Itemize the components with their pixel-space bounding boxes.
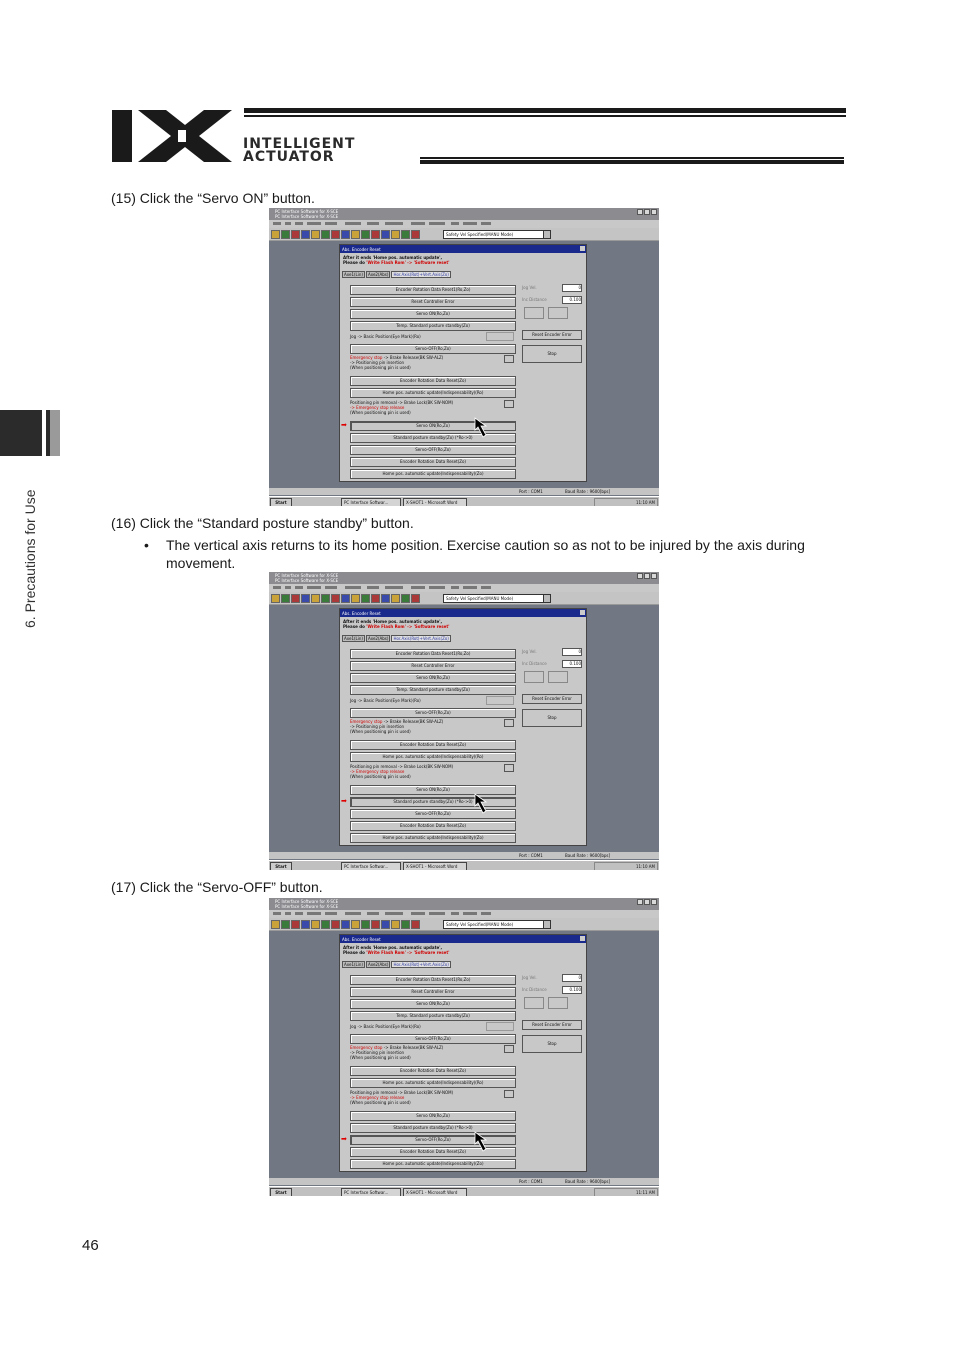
- emergency-stop-text: Emergency stop: [350, 1045, 383, 1050]
- step-16-bullet: [144, 536, 834, 572]
- encoder-reset-1-button[interactable]: Encoder Rotation Data Reset1(Ro,Zo): [350, 975, 516, 985]
- jog-minus-button[interactable]: [524, 307, 544, 319]
- screenshot-step-15: [269, 208, 659, 506]
- bullet-dot: •: [144, 537, 149, 553]
- toolbar-tool-icon[interactable]: [321, 920, 330, 929]
- jog-basic-position-label: Jog -> Basic Position(Eye Mark)(Ro): [350, 698, 421, 703]
- reset-controller-error-button[interactable]: Reset Controller Error: [350, 297, 516, 307]
- close-icon[interactable]: [580, 246, 585, 251]
- taskbar: [269, 496, 659, 506]
- toolbar-tool-icon[interactable]: [351, 920, 360, 929]
- temp-standby-button[interactable]: Temp. Standard posture standby(Zo): [350, 685, 516, 695]
- pin-used-label-2: (When positioning pin is used): [350, 1100, 411, 1105]
- menu-item[interactable]: [345, 222, 361, 225]
- maximize-icon[interactable]: [644, 899, 650, 905]
- app-title: PC Interface Software for X-SCE: [275, 573, 339, 578]
- ok-button-2[interactable]: [504, 400, 514, 408]
- step-16-bullet-text: The vertical axis returns to its home position. Exercise caution so as not to be injured by the axis during movement.: [166, 537, 805, 571]
- toolbar-tool-icon[interactable]: [281, 920, 290, 929]
- tab-hor-vert-axis[interactable]: Hor.Axis(Rot)+Vert.Axis(Zo): [393, 962, 449, 967]
- jog-vel-label: Jog Vel.: [522, 285, 537, 290]
- header-rule-top: [244, 108, 846, 113]
- jog-vel-field[interactable]: 0: [562, 974, 582, 982]
- status-baud: Baud Rate : 9600[bps]: [565, 1179, 611, 1184]
- menu-item[interactable]: [307, 912, 321, 915]
- toolbar-tool-icon[interactable]: [361, 920, 370, 929]
- side-section-label: 6. Precautions for Use: [22, 489, 38, 628]
- mode-combo[interactable]: [443, 920, 551, 929]
- toolbar-tool-icon[interactable]: [361, 230, 370, 239]
- chevron-down-icon[interactable]: [543, 231, 550, 238]
- toolbar-tool-icon[interactable]: [271, 230, 280, 239]
- taskbar-word[interactable]: X-SHOT1 - Microsoft Word: [403, 498, 467, 506]
- tab-axe2[interactable]: Axe2(Abs): [367, 962, 389, 967]
- menu-item[interactable]: [285, 222, 291, 225]
- toolbar-tool-icon[interactable]: [271, 594, 280, 603]
- tab-axe1[interactable]: Axe1(Lin): [344, 962, 363, 967]
- toolbar-tool-icon[interactable]: [371, 920, 380, 929]
- menu-item[interactable]: [285, 912, 291, 915]
- home-update-2-button[interactable]: Home pos. automatic update(Indispensability)(Zo): [350, 1159, 516, 1169]
- mode-combo[interactable]: [443, 230, 551, 239]
- dialog-titlebar: [340, 609, 586, 617]
- encoder-reset-2-button[interactable]: Encoder Rotation Data Reset(Zo): [350, 740, 516, 750]
- encoder-reset-1-button[interactable]: Encoder Rotation Data Reset1(Ro,Zo): [350, 285, 516, 295]
- toolbar-tool-icon[interactable]: [331, 230, 340, 239]
- dialog-title: Abs. Encoder Reset: [342, 611, 381, 616]
- menu-bar: [269, 220, 659, 228]
- menu-item[interactable]: [307, 222, 321, 225]
- maximize-icon[interactable]: [644, 573, 650, 579]
- positioning-insert-label: -> Positioning pin insertion: [350, 724, 405, 729]
- menu-item[interactable]: [285, 586, 291, 589]
- encoder-reset-dialog: [339, 608, 587, 846]
- toolbar-tool-icon[interactable]: [401, 230, 410, 239]
- close-icon[interactable]: [580, 610, 585, 615]
- dialog-titlebar: [340, 245, 586, 253]
- message-highlight: 'Write Flash Rom' -> 'Software reset': [366, 950, 450, 955]
- minimize-icon[interactable]: [637, 209, 643, 215]
- servo-off-1-button[interactable]: Servo-OFF(Ro,Zo): [350, 344, 516, 354]
- toolbar-tool-icon[interactable]: [321, 230, 330, 239]
- jog-vel-label: Jog Vel.: [522, 975, 537, 980]
- tab-axe1[interactable]: Axe1(Lin): [344, 636, 363, 641]
- toolbar-tool-icon[interactable]: [341, 920, 350, 929]
- header-rule-top-thin: [244, 115, 846, 117]
- jog-vel-field[interactable]: 0: [562, 648, 582, 656]
- header-rule-bottom: [420, 157, 844, 159]
- pin-used-label: (When positioning pin is used): [350, 729, 411, 734]
- menu-item[interactable]: [481, 222, 491, 225]
- status-bar: [269, 852, 659, 859]
- menu-item[interactable]: [367, 586, 379, 589]
- pin-used-label-2: (When positioning pin is used): [350, 410, 411, 415]
- temp-standby-button[interactable]: Temp. Standard posture standby(Zo): [350, 321, 516, 331]
- app-titlebar: [269, 572, 659, 584]
- mode-combo[interactable]: [443, 594, 551, 603]
- system-tray-clock: 11:11 AM: [594, 1188, 658, 1196]
- status-port: Port : COM1: [519, 853, 543, 858]
- encoder-reset-2-button[interactable]: Encoder Rotation Data Reset(Zo): [350, 376, 516, 386]
- toolbar-tool-icon[interactable]: [311, 594, 320, 603]
- toolbar-tool-icon[interactable]: [291, 230, 300, 239]
- close-icon[interactable]: [651, 209, 657, 215]
- menu-item[interactable]: [385, 586, 403, 589]
- page-number: 46: [82, 1237, 99, 1254]
- dialog-message-2: [343, 950, 449, 955]
- jog-minus-button[interactable]: [524, 671, 544, 683]
- servo-on-1-button[interactable]: Servo ON(Ro,Zo): [350, 309, 516, 319]
- home-update-2-button[interactable]: Home pos. automatic update(Indispensability)(Zo): [350, 469, 516, 479]
- toolbar-tool-icon[interactable]: [391, 920, 400, 929]
- mouse-pointer-icon: [474, 417, 496, 439]
- red-arrow-icon: ➡: [341, 421, 347, 429]
- screenshot-step-16: [269, 572, 659, 870]
- menu-item[interactable]: [273, 222, 281, 225]
- jog-vel-field[interactable]: 0: [562, 284, 582, 292]
- toolbar-tool-icon[interactable]: [371, 230, 380, 239]
- servo-off-2-button[interactable]: Servo-OFF(Ro,Zo): [350, 809, 516, 819]
- close-icon[interactable]: [580, 936, 585, 941]
- tab-axe2[interactable]: Axe2(Abs): [367, 636, 389, 641]
- inc-distance-label: Inc Distance: [522, 661, 547, 666]
- window-controls: [637, 573, 657, 579]
- stop-button[interactable]: Stop: [522, 345, 582, 363]
- stop-button[interactable]: Stop: [522, 1035, 582, 1053]
- header-rule-bottom-thick: [420, 160, 844, 164]
- toolbar: [269, 228, 659, 241]
- toolbar-tool-icon[interactable]: [321, 594, 330, 603]
- mode-combo-value: Safety Vel Specified(MANU Mode): [446, 922, 514, 927]
- screenshot-step-17: [269, 898, 659, 1196]
- positioning-insert-label: -> Positioning pin insertion: [350, 1050, 405, 1055]
- jog-button[interactable]: [486, 1022, 514, 1031]
- brake-release-text: -> Brake Release(BK SW-ALZ): [382, 1045, 444, 1050]
- app-title: PC Interface Software for X-SCE: [275, 209, 339, 214]
- chevron-down-icon[interactable]: [543, 921, 550, 928]
- dialog-message-2: [343, 260, 449, 265]
- menu-item[interactable]: [451, 222, 459, 225]
- encoder-reset-3-button[interactable]: Encoder Rotation Data Reset(Zo): [350, 1147, 516, 1157]
- menu-item[interactable]: [429, 912, 445, 915]
- step-17-label: (17) Click the “Servo-OFF” button.: [111, 879, 323, 895]
- taskbar-word[interactable]: X-SHOT1 - Microsoft Word: [403, 1188, 467, 1196]
- start-button[interactable]: Start: [270, 862, 292, 870]
- jog-plus-button[interactable]: [548, 307, 568, 319]
- app-titlebar: [269, 208, 659, 220]
- home-update-2-button[interactable]: Home pos. automatic update(Indispensability)(Zo): [350, 833, 516, 843]
- tab-axe2[interactable]: Axe2(Abs): [367, 272, 389, 277]
- menu-item[interactable]: [273, 586, 281, 589]
- inc-distance-label: Inc Distance: [522, 297, 547, 302]
- minimize-icon[interactable]: [637, 573, 643, 579]
- reset-encoder-error-button[interactable]: Reset Encoder Error: [522, 694, 582, 704]
- menu-item[interactable]: [307, 586, 321, 589]
- jog-plus-button[interactable]: [548, 671, 568, 683]
- servo-off-1-button[interactable]: Servo-OFF(Ro,Zo): [350, 1034, 516, 1044]
- emergency-stop-text: Emergency stop: [350, 719, 383, 724]
- ok-button-1[interactable]: [504, 1045, 514, 1053]
- servo-on-2-button[interactable]: Servo ON(Ro,Zo): [350, 1111, 516, 1121]
- toolbar-tool-icon[interactable]: [341, 594, 350, 603]
- start-button[interactable]: Start: [270, 498, 292, 506]
- toolbar-tool-icon[interactable]: [291, 594, 300, 603]
- pin-removal-label: Positioning pin removal -> Brake Lock(BK SW-NOM): [350, 764, 454, 769]
- dialog-message-1: After it ends 'Home pos. automatic update',: [343, 619, 442, 624]
- dialog-message-1: After it ends 'Home pos. automatic update',: [343, 255, 442, 260]
- brand-line-2: ACTUATOR: [243, 149, 335, 165]
- toolbar-tool-icon[interactable]: [401, 920, 410, 929]
- toolbar-tool-icon[interactable]: [341, 230, 350, 239]
- status-port: Port : COM1: [519, 1179, 543, 1184]
- temp-standby-button[interactable]: Temp. Standard posture standby(Zo): [350, 1011, 516, 1021]
- emergency-stop-text: Emergency stop: [350, 355, 383, 360]
- close-icon[interactable]: [651, 899, 657, 905]
- menu-item[interactable]: [385, 912, 403, 915]
- ix-logo: [112, 110, 232, 162]
- pin-used-label-2: (When positioning pin is used): [350, 774, 411, 779]
- dialog-title: Abs. Encoder Reset: [342, 937, 381, 942]
- mode-combo-value: Safety Vel Specified(MANU Mode): [446, 232, 514, 237]
- inc-distance-field[interactable]: 0.100: [562, 660, 582, 668]
- toolbar: [269, 592, 659, 605]
- message-highlight: 'Write Flash Rom' -> 'Software reset': [366, 260, 450, 265]
- jog-basic-position-label: Jog -> Basic Position(Eye Mark)(Ro): [350, 1024, 421, 1029]
- toolbar-tool-icon[interactable]: [281, 230, 290, 239]
- menu-item[interactable]: [451, 912, 459, 915]
- toolbar-tool-icon[interactable]: [331, 920, 340, 929]
- home-update-1-button[interactable]: Home pos. automatic update(Indispensability)(Ro): [350, 1078, 516, 1088]
- home-update-1-button[interactable]: Home pos. automatic update(Indispensability)(Ro): [350, 752, 516, 762]
- inc-distance-label: Inc Distance: [522, 987, 547, 992]
- menu-item[interactable]: [451, 586, 459, 589]
- toolbar-tool-icon[interactable]: [361, 594, 370, 603]
- menu-item[interactable]: [429, 222, 445, 225]
- dialog-titlebar: [340, 935, 586, 943]
- menu-item[interactable]: [463, 912, 477, 915]
- servo-on-2-button[interactable]: Servo ON(Ro,Zo): [350, 785, 516, 795]
- window-controls: [637, 899, 657, 905]
- ok-button-1[interactable]: [504, 355, 514, 363]
- positioning-insert-label: -> Positioning pin insertion: [350, 360, 405, 365]
- start-button[interactable]: Start: [270, 1188, 292, 1196]
- pin-used-label: (When positioning pin is used): [350, 365, 411, 370]
- jog-minus-button[interactable]: [524, 997, 544, 1009]
- stop-button[interactable]: Stop: [522, 709, 582, 727]
- menu-item[interactable]: [411, 912, 425, 915]
- app-titlebar: [269, 898, 659, 910]
- toolbar-tool-icon[interactable]: [281, 594, 290, 603]
- menu-item[interactable]: [325, 222, 337, 225]
- ok-button-2[interactable]: [504, 764, 514, 772]
- emergency-release-label: -> Emergency stop release: [350, 405, 405, 410]
- reset-controller-error-button[interactable]: Reset Controller Error: [350, 661, 516, 671]
- reset-controller-error-button[interactable]: Reset Controller Error: [350, 987, 516, 997]
- axis-tabs: [342, 271, 451, 278]
- menu-item[interactable]: [481, 586, 491, 589]
- servo-on-1-button[interactable]: Servo ON(Ro,Zo): [350, 999, 516, 1009]
- servo-off-2-button[interactable]: Servo-OFF(Ro,Zo): [350, 445, 516, 455]
- emergency-release-label: -> Emergency stop release: [350, 769, 405, 774]
- pin-removal-label: Positioning pin removal -> Brake Lock(BK SW-NOM): [350, 400, 454, 405]
- menu-item[interactable]: [481, 912, 491, 915]
- toolbar-tool-icon[interactable]: [351, 594, 360, 603]
- taskbar-pc-interface[interactable]: PC Interface Softwar...: [341, 862, 401, 870]
- toolbar-tool-icon[interactable]: [291, 920, 300, 929]
- ok-button-1[interactable]: [504, 719, 514, 727]
- toolbar-tool-icon[interactable]: [311, 230, 320, 239]
- taskbar-word[interactable]: X-SHOT1 - Microsoft Word: [403, 862, 467, 870]
- menu-bar: [269, 910, 659, 918]
- taskbar-pc-interface[interactable]: PC Interface Softwar...: [341, 1188, 401, 1196]
- axis-tabs: [342, 635, 451, 642]
- servo-on-2-button[interactable]: Servo ON(Ro,Zo): [350, 421, 516, 431]
- emergency-release-label: -> Emergency stop release: [350, 1095, 405, 1100]
- toolbar-tool-icon[interactable]: [371, 594, 380, 603]
- standard-standby-button[interactable]: Standard posture standby(Zo) (*Ro->0): [350, 1123, 516, 1133]
- servo-off-2-button[interactable]: Servo-OFF(Ro,Zo): [350, 1135, 516, 1145]
- toolbar-tool-icon[interactable]: [401, 594, 410, 603]
- status-baud: Baud Rate : 9600[bps]: [565, 853, 611, 858]
- toolbar-tool-icon[interactable]: [411, 920, 420, 929]
- pin-used-label: (When positioning pin is used): [350, 1055, 411, 1060]
- toolbar-tool-icon[interactable]: [411, 230, 420, 239]
- toolbar-tool-icon[interactable]: [301, 230, 310, 239]
- taskbar-pc-interface[interactable]: PC Interface Softwar...: [341, 498, 401, 506]
- mode-combo-value: Safety Vel Specified(MANU Mode): [446, 596, 514, 601]
- message-prefix: Please do: [343, 624, 367, 629]
- status-bar: [269, 488, 659, 495]
- toolbar-tool-icon[interactable]: [271, 920, 280, 929]
- home-update-1-button[interactable]: Home pos. automatic update(Indispensability)(Ro): [350, 388, 516, 398]
- menu-item[interactable]: [463, 222, 477, 225]
- status-baud: Baud Rate : 9600[bps]: [565, 489, 611, 494]
- status-bar: [269, 1178, 659, 1185]
- menu-item[interactable]: [367, 222, 379, 225]
- jog-plus-button[interactable]: [548, 997, 568, 1009]
- message-highlight: 'Write Flash Rom' -> 'Software reset': [366, 624, 450, 629]
- menu-item[interactable]: [325, 586, 337, 589]
- toolbar-tool-icon[interactable]: [311, 920, 320, 929]
- ok-button-2[interactable]: [504, 1090, 514, 1098]
- system-tray-clock: 11:10 AM: [594, 498, 658, 506]
- servo-on-1-button[interactable]: Servo ON(Ro,Zo): [350, 673, 516, 683]
- encoder-reset-3-button[interactable]: Encoder Rotation Data Reset(Zo): [350, 821, 516, 831]
- menu-item[interactable]: [295, 222, 303, 225]
- mouse-pointer-icon: [474, 793, 496, 815]
- tab-axe1[interactable]: Axe1(Lin): [344, 272, 363, 277]
- toolbar-tool-icon[interactable]: [301, 920, 310, 929]
- step-15-label: (15) Click the “Servo ON” button.: [111, 190, 315, 206]
- toolbar: [269, 918, 659, 931]
- toolbar-tool-icon[interactable]: [351, 230, 360, 239]
- menu-item[interactable]: [345, 912, 361, 915]
- taskbar: [269, 1186, 659, 1196]
- menu-item[interactable]: [273, 912, 281, 915]
- encoder-reset-1-button[interactable]: Encoder Rotation Data Reset1(Ro,Zo): [350, 649, 516, 659]
- jog-button[interactable]: [486, 332, 514, 341]
- menu-item[interactable]: [385, 222, 403, 225]
- toolbar-tool-icon[interactable]: [391, 594, 400, 603]
- dialog-message-2: [343, 624, 449, 629]
- menu-bar: [269, 584, 659, 592]
- encoder-reset-3-button[interactable]: Encoder Rotation Data Reset(Zo): [350, 457, 516, 467]
- status-port: Port : COM1: [519, 489, 543, 494]
- toolbar-tool-icon[interactable]: [331, 594, 340, 603]
- servo-off-1-button[interactable]: Servo-OFF(Ro,Zo): [350, 708, 516, 718]
- encoder-reset-dialog: [339, 244, 587, 482]
- brake-release-text: -> Brake Release(BK SW-ALZ): [382, 355, 444, 360]
- reset-encoder-error-button[interactable]: Reset Encoder Error: [522, 330, 582, 340]
- reset-encoder-error-button[interactable]: Reset Encoder Error: [522, 1020, 582, 1030]
- dialog-title: Abs. Encoder Reset: [342, 247, 381, 252]
- side-tab-block: [0, 410, 60, 456]
- tab-hor-vert-axis[interactable]: Hor.Axis(Rot)+Vert.Axis(Zo): [393, 636, 449, 641]
- toolbar-tool-icon[interactable]: [301, 594, 310, 603]
- close-icon[interactable]: [651, 573, 657, 579]
- mouse-pointer-icon: [474, 1131, 496, 1153]
- brand-line-1: INTELLIGENT: [243, 136, 356, 152]
- message-prefix: Please do: [343, 260, 367, 265]
- menu-item[interactable]: [463, 586, 477, 589]
- menu-item[interactable]: [367, 912, 379, 915]
- jog-vel-label: Jog Vel.: [522, 649, 537, 654]
- menu-item[interactable]: [295, 912, 303, 915]
- minimize-icon[interactable]: [637, 899, 643, 905]
- jog-button[interactable]: [486, 696, 514, 705]
- step-16-label: (16) Click the “Standard posture standby” button.: [111, 515, 414, 531]
- app-subtitle: PC Interface Software for X-SCE: [275, 578, 339, 583]
- menu-item[interactable]: [429, 586, 445, 589]
- toolbar-tool-icon[interactable]: [381, 594, 390, 603]
- menu-item[interactable]: [345, 586, 361, 589]
- red-arrow-icon: ➡: [341, 797, 347, 805]
- toolbar-tool-icon[interactable]: [381, 920, 390, 929]
- app-title: PC Interface Software for X-SCE: [275, 899, 339, 904]
- red-arrow-icon: ➡: [341, 1135, 347, 1143]
- app-subtitle: PC Interface Software for X-SCE: [275, 904, 339, 909]
- system-tray-clock: 11:10 AM: [594, 862, 658, 870]
- chevron-down-icon[interactable]: [543, 595, 550, 602]
- encoder-reset-2-button[interactable]: Encoder Rotation Data Reset(Zo): [350, 1066, 516, 1076]
- inc-distance-field[interactable]: 0.100: [562, 986, 582, 994]
- message-prefix: Please do: [343, 950, 367, 955]
- maximize-icon[interactable]: [644, 209, 650, 215]
- toolbar-tool-icon[interactable]: [381, 230, 390, 239]
- standard-standby-button[interactable]: Standard posture standby(Zo) (*Ro->0): [350, 433, 516, 443]
- tab-hor-vert-axis[interactable]: Hor.Axis(Rot)+Vert.Axis(Zo): [393, 272, 449, 277]
- app-subtitle: PC Interface Software for X-SCE: [275, 214, 339, 219]
- window-controls: [637, 209, 657, 215]
- encoder-reset-dialog: [339, 934, 587, 1172]
- taskbar: [269, 860, 659, 870]
- menu-item[interactable]: [411, 222, 425, 225]
- menu-item[interactable]: [295, 586, 303, 589]
- pin-removal-label: Positioning pin removal -> Brake Lock(BK SW-NOM): [350, 1090, 454, 1095]
- jog-basic-position-label: Jog -> Basic Position(Eye Mark)(Ro): [350, 334, 421, 339]
- standard-standby-button[interactable]: Standard posture standby(Zo) (*Ro->0): [350, 797, 516, 807]
- inc-distance-field[interactable]: 0.100: [562, 296, 582, 304]
- dialog-message-1: After it ends 'Home pos. automatic update',: [343, 945, 442, 950]
- brake-release-text: -> Brake Release(BK SW-ALZ): [382, 719, 444, 724]
- toolbar-tool-icon[interactable]: [391, 230, 400, 239]
- toolbar-tool-icon[interactable]: [411, 594, 420, 603]
- axis-tabs: [342, 961, 451, 968]
- menu-item[interactable]: [325, 912, 337, 915]
- menu-item[interactable]: [411, 586, 425, 589]
